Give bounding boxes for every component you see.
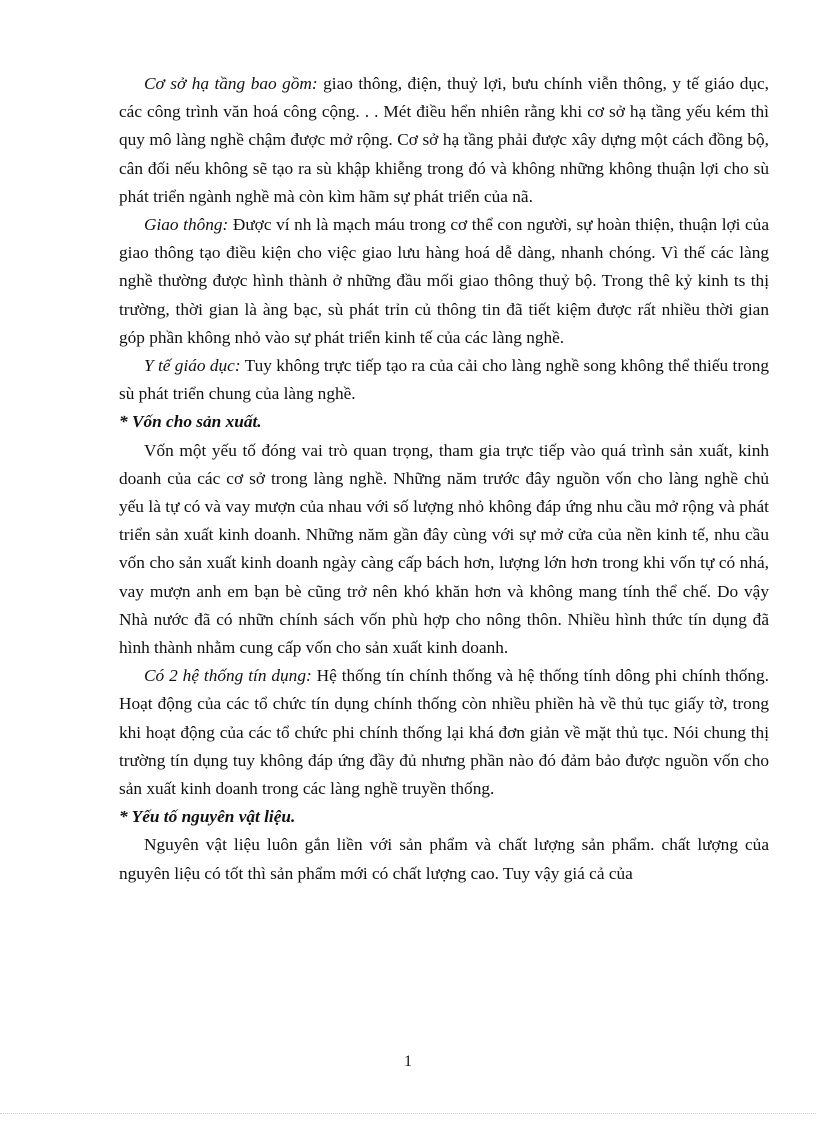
paragraph-lead: Y tế giáo dục: bbox=[144, 356, 241, 376]
page-number: 1 bbox=[404, 1053, 412, 1070]
paragraph-text: Vốn một yếu tố đóng vai trò quan trọng, tham gia trực tiếp vào quá trình sản xuất, kinh doanh của các cơ sở trong làng nghề. Những năm trước đây nguồn vốn cho làng nghề chủ yếu là tự có và vay mượn của nhau với số lượng nhỏ không đáp ứng nhu cầu mở rộng và phát triển sản xuất kinh doanh. Những năm gần đây cùng với sự mở cửa của nền kinh tế, nhu cầu vốn cho sản xuất kinh doanh ngày càng cấp bách hơn, lượng lớn hơn trong khi vốn tự có nhá, vay mượn anh em bạn bè cũng trở nên khó khăn hơn và không mang tính thể chế. Do vậy Nhà nước đã có nhữn chính sách vốn phù hợp cho nông thôn. Nhiều hình thức tín dụng đã hình thành nhằm cung cấp vốn cho sản xuất kinh doanh. bbox=[119, 440, 769, 658]
paragraph-infrastructure bbox=[119, 70, 769, 211]
paragraph-text: Hệ thống tín chính thống và hệ thống tính dông phi chính thống. Hoạt động của các tổ chức tín dụng chính thống còn nhiều phiền hà về thủ tục giấy tờ, trong khi hoạt động của các tổ chức phi chính thống lại khá đơn giản về mặt thủ tục. Nói chung thị trường tín dụng tuy không đáp ứng đầy đủ nhưng phần nào đó đảm bảo được nguồn vốn cho sản xuất kinh doanh trong các làng nghề truyền thống. bbox=[119, 666, 769, 799]
paragraph-lead: Giao thông: bbox=[144, 215, 229, 235]
paragraph-lead: Có 2 hệ thống tín dụng: bbox=[144, 666, 312, 686]
paragraph-transport bbox=[119, 211, 769, 352]
paragraph-text: giao thông, điện, thuỷ lợi, bưu chính viễn thông, y tế giáo dục, các công trình văn hoá công cộng. . . Mét điều hển nhiên rằng khi cơ sở hạ tầng yếu kém thì quy mô làng nghề chậm được mở rộng. Cơ sở hạ tầng phải được xây dựng một cách đồng bộ, cân đối nếu không sẽ tạo ra sù khập khiễng trong đó và không những không thuận lợi cho sù phát triển ngành nghề mà còn kìm hãm sự phát triển của nã. bbox=[119, 74, 769, 206]
paragraph-text: Được ví nh là mạch máu trong cơ thể con người, sự hoàn thiện, thuận lợi của giao thông tạo điều kiện cho việc giao lưu hàng hoá dễ dàng, nhanh chóng. Vì thế các làng nghề thường được hình thành ở những đầu mối giao thông thuỷ bộ. Trong thê kỷ kinh ts thị trường, thời gian là àng bạc, sù phát trỉn củ thông tin đã tiết kiệm được rất nhiều thời gian góp phần không nhỏ vào sự phát triển kinh tế của các làng nghề. bbox=[119, 215, 769, 347]
paragraph-text: Tuy không trực tiếp tạo ra của cải cho làng nghề song không thể thiếu trong sù phát triển chung của làng nghề. bbox=[119, 356, 769, 404]
document-body bbox=[119, 70, 769, 888]
footer-divider bbox=[0, 1113, 816, 1114]
section-heading-materials: * Yếu tố nguyên vật liệu. bbox=[119, 807, 296, 827]
paragraph-health-education bbox=[119, 352, 769, 408]
paragraph-text: Nguyên vật liệu luôn gắn liền với sản phẩm và chất lượng sản phẩm. chất lượng của nguyên liệu có tốt thì sản phẩm mới có chất lượng cao. Tuy vậy giá cả của bbox=[119, 835, 769, 883]
paragraph-credit bbox=[119, 662, 769, 803]
paragraph-lead: Cơ sở hạ tầng bao gồm: bbox=[144, 74, 318, 93]
section-heading-capital: * Vốn cho sản xuất. bbox=[119, 412, 262, 432]
paragraph-capital bbox=[119, 437, 769, 663]
paragraph-materials bbox=[119, 831, 769, 887]
